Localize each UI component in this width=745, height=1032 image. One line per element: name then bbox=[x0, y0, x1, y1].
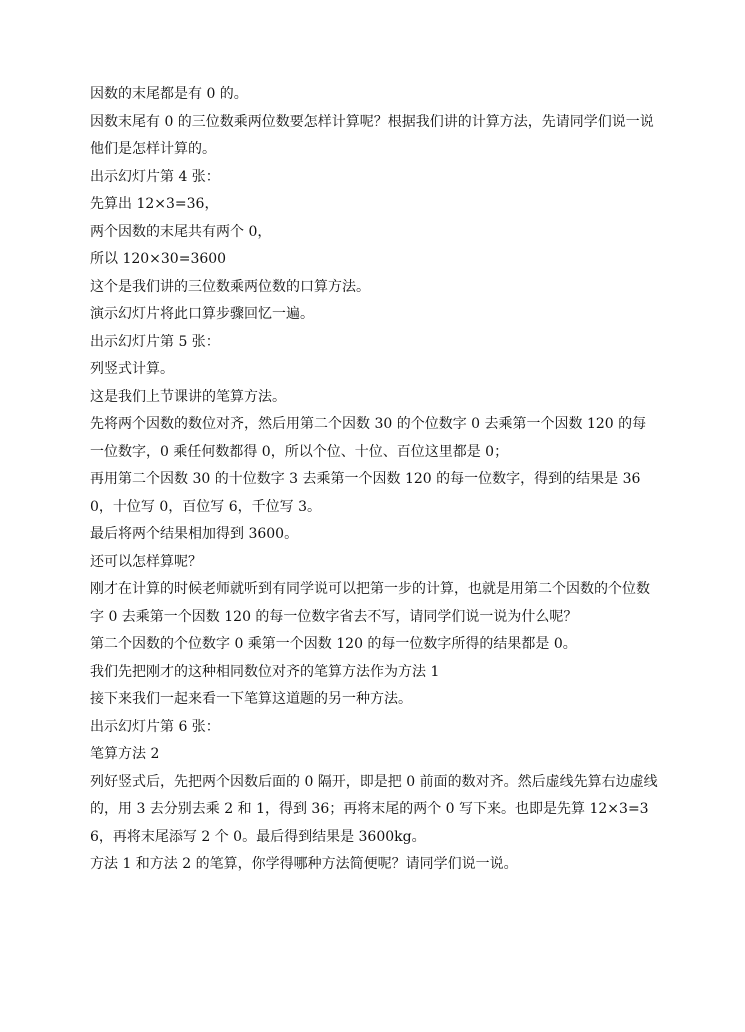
paragraph: 所以 120×30=3600 bbox=[90, 251, 227, 267]
paragraph: 列好竖式后，先把两个因数后面的 0 隔开，即是把 0 前面的数对齐。然后虚线先算右边虚线的，用 3 去分别去乘 2 和 1，得到 36；再将末尾的两个 0 写下来。也即是先算 12×3=36，再将末尾添写 2 个 0。最后得到结果是 3600kg。 bbox=[90, 773, 658, 845]
paragraph: 先算出 12×3=36， bbox=[90, 196, 219, 212]
paragraph: 出示幻灯片第 5 张： bbox=[90, 333, 220, 350]
paragraph: 先将两个因数的数位对齐，然后用第二个因数 30 的个位数字 0 去乘第一个因数 120 的每一位数字，0 乘任何数都得 0，所以个位、十位、百位这里都是 0； bbox=[90, 416, 647, 460]
paragraph: 接下来我们一起来看一下笔算这道题的另一种方法。 bbox=[90, 691, 412, 707]
paragraph: 因数的末尾都是有 0 的。 bbox=[90, 86, 248, 102]
paragraph: 出示幻灯片第 6 张： bbox=[90, 718, 220, 735]
paragraph: 因数末尾有 0 的三位数乘两位数要怎样计算呢？根据我们讲的计算方法，先请同学们说一说他们是怎样计算的。 bbox=[90, 113, 654, 157]
paragraph: 出示幻灯片第 4 张： bbox=[90, 168, 220, 185]
paragraph: 演示幻灯片将此口算步骤回忆一遍。 bbox=[90, 306, 314, 322]
paragraph: 刚才在计算的时候老师就听到有同学说可以把第一步的计算，也就是用第二个因数的个位数字 0 去乘第一个因数 120 的每一位数字省去不写，请同学们说一说为什么呢？ bbox=[90, 581, 650, 625]
paragraph: 这个是我们讲的三位数乘两位数的口算方法。 bbox=[90, 278, 370, 295]
paragraph: 这是我们上节课讲的笔算方法。 bbox=[90, 388, 286, 405]
paragraph: 两个因数的末尾共有两个 0， bbox=[90, 223, 272, 240]
paragraph: 还可以怎样算呢？ bbox=[90, 553, 202, 570]
paragraph: 最后将两个结果相加得到 3600。 bbox=[90, 526, 299, 542]
paragraph: 列竖式计算。 bbox=[90, 361, 174, 377]
paragraph: 再用第二个因数 30 的十位数字 3 去乘第一个因数 120 的每一位数字，得到的结果是 360，十位写 0，百位写 6，千位写 3。 bbox=[90, 471, 641, 515]
paragraph: 我们先把刚才的这种相同数位对齐的笔算方法作为方法 1 bbox=[90, 663, 440, 680]
paragraph: 笔算方法 2 bbox=[90, 746, 160, 762]
document-body bbox=[90, 81, 660, 879]
paragraph: 第二个因数的个位数字 0 乘第一个因数 120 的每一位数字所得的结果都是 0。 bbox=[90, 636, 577, 652]
paragraph: 方法 1 和方法 2 的笔算，你学得哪种方法简便呢？请同学们说一说。 bbox=[90, 856, 518, 872]
